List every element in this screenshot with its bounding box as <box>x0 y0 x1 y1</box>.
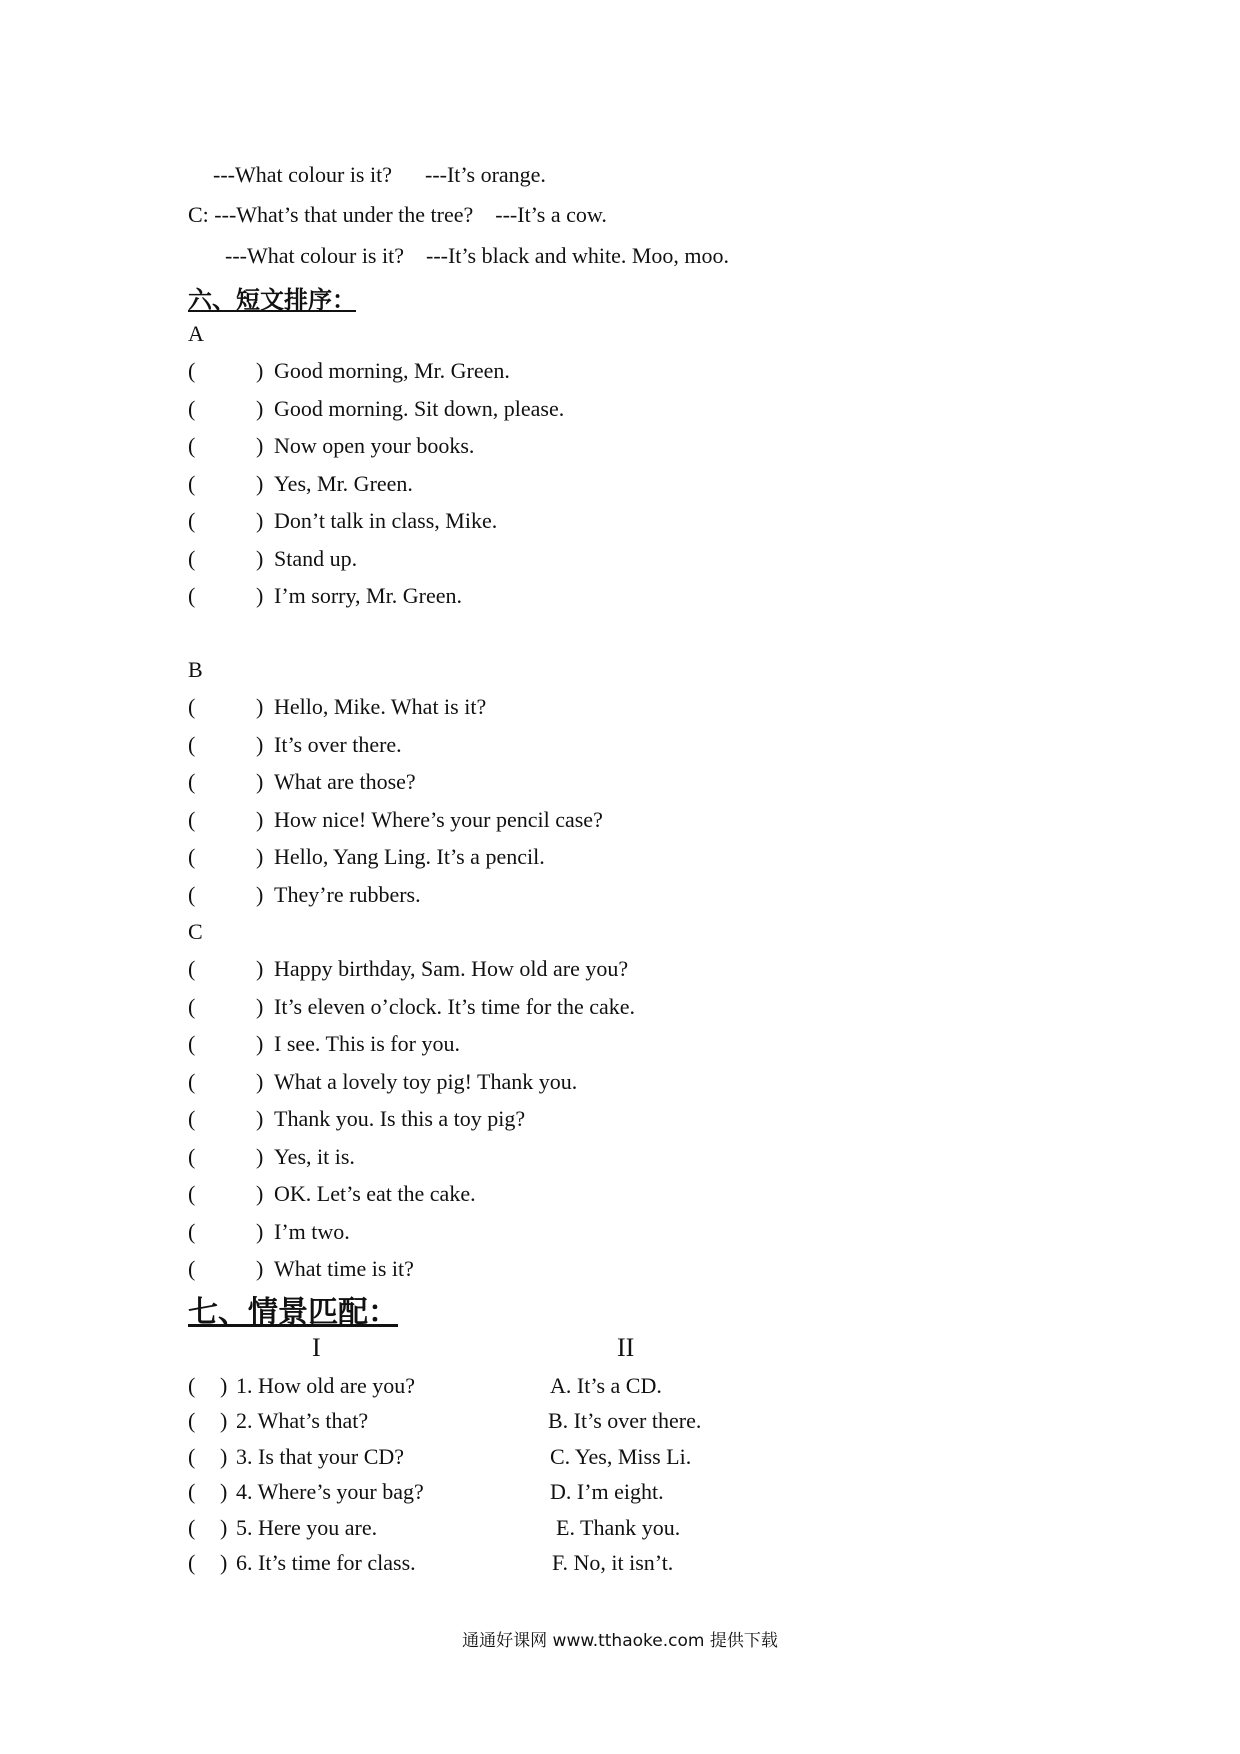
answer-blank-close: ) <box>256 844 264 869</box>
answer-blank-open: ( <box>188 882 196 907</box>
answer-blank-open: ( <box>188 694 196 719</box>
answer-blank-close: ) <box>256 1181 264 1206</box>
answer-blank-close: ) <box>256 1219 264 1244</box>
answer-blank-close: ) <box>256 956 264 981</box>
order-item-text: Now open your books. <box>274 433 475 458</box>
order-item-text: What are those? <box>274 769 416 794</box>
column-ii-header: II <box>617 1333 635 1362</box>
answer-blank-close: ) <box>256 1106 264 1131</box>
match-answer: A. It’s a CD. <box>550 1373 662 1398</box>
answer-blank-open: ( <box>188 1408 196 1433</box>
answer-blank-open: ( <box>188 1181 196 1206</box>
group-label: B <box>188 657 203 682</box>
answer-blank-open: ( <box>188 1031 196 1056</box>
match-question: 2. What’s that? <box>236 1408 369 1433</box>
match-answer: D. I’m eight. <box>550 1479 664 1504</box>
answer-blank-open: ( <box>188 583 196 608</box>
order-item-text: I see. This is for you. <box>274 1031 460 1056</box>
dialogue-line-3: ---What colour is it? ---It’s black and white. Moo, moo. <box>225 243 730 268</box>
match-answer: B. It’s over there. <box>548 1408 702 1433</box>
answer-blank-open: ( <box>188 1444 196 1469</box>
order-item-text: Stand up. <box>274 546 358 571</box>
order-item-text: Hello, Yang Ling. It’s a pencil. <box>274 844 545 869</box>
answer-blank-open: ( <box>188 769 196 794</box>
order-item-text: Good morning. Sit down, please. <box>274 396 565 421</box>
order-item-text: Good morning, Mr. Green. <box>274 358 510 383</box>
answer-blank-close: ) <box>256 1031 264 1056</box>
footer-source: 通通好课网 www.tthaoke.com 提供下载 <box>462 1631 778 1651</box>
match-answer: C. Yes, Miss Li. <box>550 1444 692 1469</box>
answer-blank-close: ) <box>256 994 264 1019</box>
answer-blank-close: ) <box>256 694 264 719</box>
answer-blank-close: ) <box>256 396 264 421</box>
answer-blank-close: ) <box>256 769 264 794</box>
answer-blank-open: ( <box>188 1550 196 1575</box>
answer-blank-close: ) <box>256 583 264 608</box>
match-question: 6. It’s time for class. <box>236 1550 416 1575</box>
dialogue-line-2: C: ---What’s that under the tree? ---It’s a cow. <box>188 202 607 227</box>
answer-blank-close: ) <box>220 1444 228 1469</box>
answer-blank-close: ) <box>256 508 264 533</box>
answer-blank-close: ) <box>220 1515 228 1540</box>
answer-blank-open: ( <box>188 1373 196 1398</box>
order-item-text: I’m sorry, Mr. Green. <box>274 583 462 608</box>
answer-blank-open: ( <box>188 1144 196 1169</box>
order-item-text: What a lovely toy pig! Thank you. <box>274 1069 578 1094</box>
order-item-text: Yes, Mr. Green. <box>274 471 413 496</box>
answer-blank-close: ) <box>256 1256 264 1281</box>
order-item-text: What time is it? <box>274 1256 414 1281</box>
section-7-title: 七、情景匹配： <box>188 1295 398 1330</box>
answer-blank-close: ) <box>220 1550 228 1575</box>
answer-blank-open: ( <box>188 1256 196 1281</box>
answer-blank-open: ( <box>188 994 196 1019</box>
answer-blank-open: ( <box>188 956 196 981</box>
answer-blank-open: ( <box>188 508 196 533</box>
answer-blank-open: ( <box>188 1515 196 1540</box>
answer-blank-open: ( <box>188 1069 196 1094</box>
answer-blank-open: ( <box>188 1219 196 1244</box>
answer-blank-open: ( <box>188 844 196 869</box>
answer-blank-close: ) <box>220 1479 228 1504</box>
match-question: 4. Where’s your bag? <box>236 1479 424 1504</box>
answer-blank-open: ( <box>188 1479 196 1504</box>
order-item-text: Hello, Mike. What is it? <box>274 694 487 719</box>
match-question: 1. How old are you? <box>236 1373 416 1398</box>
order-item-text: Happy birthday, Sam. How old are you? <box>274 956 629 981</box>
answer-blank-open: ( <box>188 471 196 496</box>
answer-blank-open: ( <box>188 396 196 421</box>
match-answer: E. Thank you. <box>556 1515 681 1540</box>
order-item-text: How nice! Where’s your pencil case? <box>274 807 603 832</box>
answer-blank-close: ) <box>256 1069 264 1094</box>
match-answer: F. No, it isn’t. <box>552 1550 674 1575</box>
order-item-text: It’s eleven o’clock. It’s time for the cake. <box>274 994 636 1019</box>
order-item-text: Yes, it is. <box>274 1144 355 1169</box>
group-label: C <box>188 919 203 944</box>
column-i-header: I <box>312 1333 321 1362</box>
order-item-text: Don’t talk in class, Mike. <box>274 508 498 533</box>
answer-blank-open: ( <box>188 732 196 757</box>
match-question: 3. Is that your CD? <box>236 1444 405 1469</box>
answer-blank-close: ) <box>256 546 264 571</box>
answer-blank-open: ( <box>188 358 196 383</box>
answer-blank-close: ) <box>256 433 264 458</box>
answer-blank-close: ) <box>256 732 264 757</box>
answer-blank-close: ) <box>256 358 264 383</box>
section-6-title: 六、短文排序： <box>188 286 356 314</box>
dialogue-line-1: ---What colour is it? ---It’s orange. <box>213 162 546 187</box>
answer-blank-open: ( <box>188 433 196 458</box>
answer-blank-close: ) <box>256 471 264 496</box>
match-question: 5. Here you are. <box>236 1515 378 1540</box>
answer-blank-open: ( <box>188 807 196 832</box>
answer-blank-close: ) <box>256 882 264 907</box>
answer-blank-close: ) <box>256 807 264 832</box>
answer-blank-close: ) <box>220 1373 228 1398</box>
order-item-text: OK. Let’s eat the cake. <box>274 1181 476 1206</box>
order-item-text: It’s over there. <box>274 732 402 757</box>
order-item-text: Thank you. Is this a toy pig? <box>274 1106 526 1131</box>
answer-blank-open: ( <box>188 546 196 571</box>
order-item-text: They’re rubbers. <box>274 882 421 907</box>
order-item-text: I’m two. <box>274 1219 350 1244</box>
answer-blank-open: ( <box>188 1106 196 1131</box>
answer-blank-close: ) <box>220 1408 228 1433</box>
answer-blank-close: ) <box>256 1144 264 1169</box>
group-label: A <box>188 321 204 346</box>
